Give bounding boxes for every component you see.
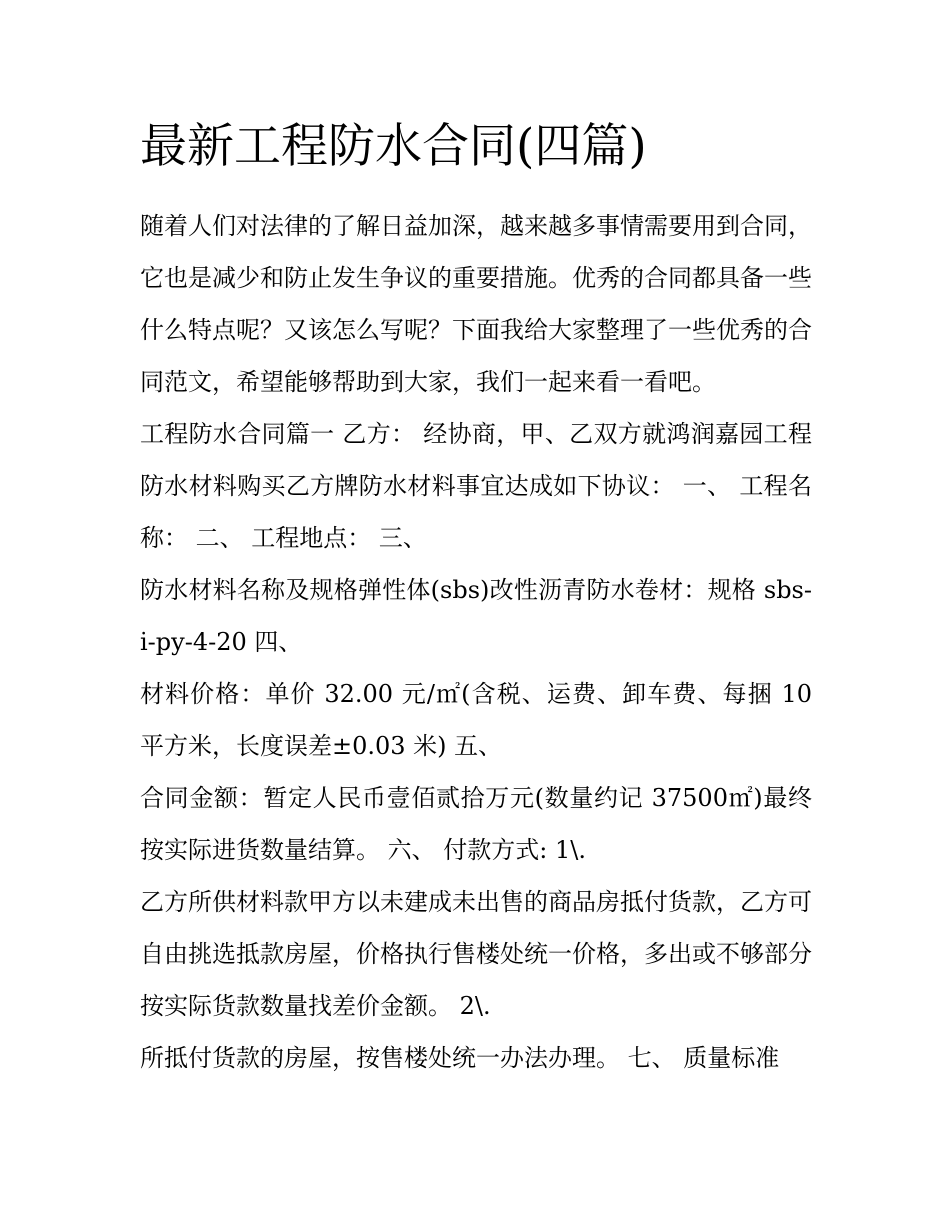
intro-paragraph: 随着人们对法律的了解日益加深，越来越多事情需要用到合同，它也是减少和防止发生争议的重要措施。优秀的合同都具备一些什么特点呢？又该怎么写呢？下面我给大家整理了一些优秀的合同范文，希望能够帮助到大家，我们一起来看一看吧。 xyxy=(140,212,812,396)
contract-amount-paragraph: 合同金额：暂定人民币壹佰贰拾万元(数量约记 37500㎡)最终按实际进货数量结算。 六、 付款方式: 1\. xyxy=(140,784,812,864)
house-payment-paragraph: 所抵付货款的房屋，按售楼处统一办法办理。 七、 质量标准 xyxy=(140,1044,780,1072)
contract-one-opening-paragraph: 工程防水合同篇一 乙方： 经协商，甲、乙双方就鸿润嘉园工程防水材料购买乙方牌防水材料事宜达成如下协议： 一、 工程名称： 二、 工程地点： 三、 xyxy=(140,420,812,552)
material-price-paragraph: 材料价格：单价 32.00 元/㎡(含税、运费、卸车费、每捆 10 平方米，长度误差±0.03 米) 五、 xyxy=(140,680,812,760)
document-title: 最新工程防水合同(四篇) xyxy=(140,119,647,174)
material-spec-paragraph: 防水材料名称及规格弹性体(sbs)改性沥青防水卷材：规格 sbs-i-py-4-20 四、 xyxy=(140,576,812,656)
payment-terms-paragraph: 乙方所供材料款甲方以未建成未出售的商品房抵付货款，乙方可自由挑选抵款房屋，价格执行售楼处统一价格，多出或不够部分按实际货款数量找差价金额。 2\. xyxy=(140,888,812,1020)
document-body xyxy=(140,200,812,1084)
